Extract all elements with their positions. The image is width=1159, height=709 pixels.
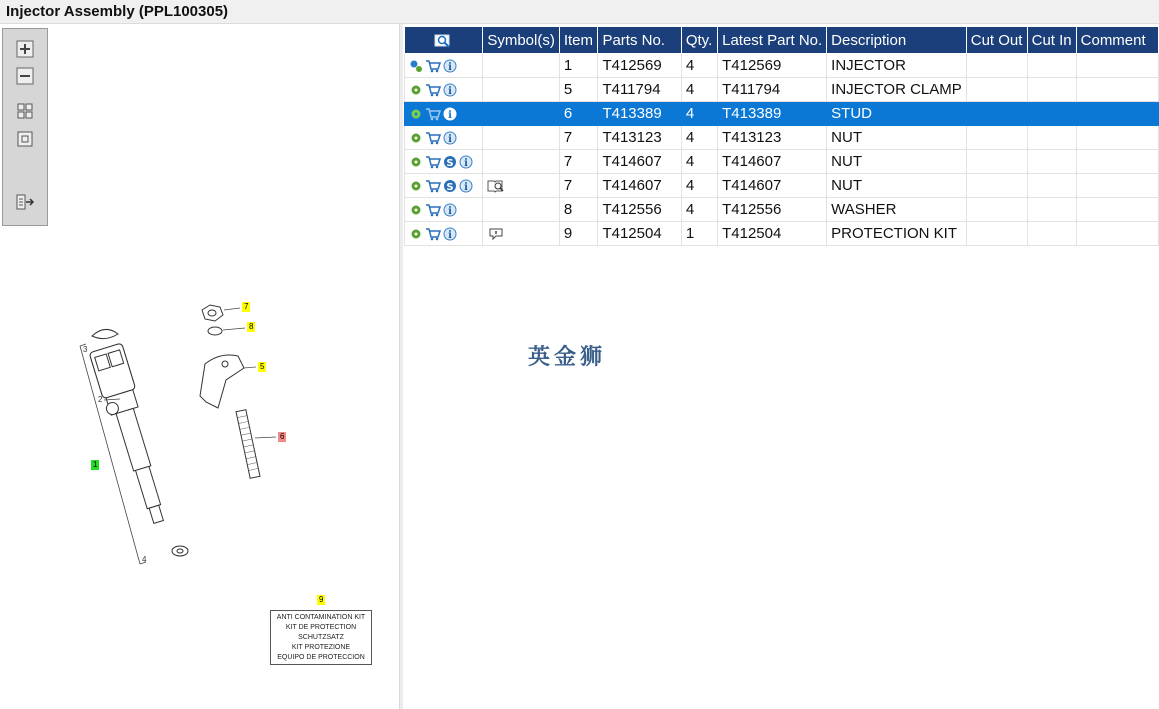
kit-text-line: ANTI CONTAMINATION KIT	[276, 614, 366, 621]
row-latest: T412504	[718, 222, 827, 246]
header-cut-in[interactable]: Cut In	[1027, 27, 1076, 54]
row-qty: 4	[681, 102, 717, 126]
table-row[interactable]	[405, 222, 1159, 246]
cart-icon[interactable]	[425, 179, 441, 193]
info-icon[interactable]	[459, 155, 473, 169]
cart-icon[interactable]	[425, 155, 441, 169]
callout-5[interactable]: 5	[260, 362, 265, 371]
comment-icon[interactable]	[487, 227, 505, 241]
gears-icon[interactable]	[409, 59, 423, 73]
kit-text-line: KIT DE PROTECTION	[285, 624, 357, 631]
table-row[interactable]	[405, 54, 1159, 78]
row-parts-no: T413389	[598, 102, 681, 126]
row-description: NUT	[827, 150, 967, 174]
row-cut-out	[966, 54, 1027, 78]
diagram-label-4: 4	[142, 555, 147, 564]
watermark-text: 英金狮	[528, 345, 607, 370]
row-symbols	[483, 102, 560, 126]
row-qty: 4	[681, 78, 717, 102]
title-bar	[0, 0, 1159, 24]
row-comment	[1076, 222, 1158, 246]
row-symbols	[483, 222, 560, 246]
row-description: NUT	[827, 174, 967, 198]
row-description: INJECTOR	[827, 54, 967, 78]
callout-1[interactable]: 1	[93, 460, 98, 469]
parts-pane	[403, 24, 1159, 709]
gear-icon[interactable]	[409, 83, 423, 97]
row-comment	[1076, 150, 1158, 174]
row-icons	[405, 174, 483, 198]
gear-icon[interactable]	[409, 203, 423, 217]
header-comment[interactable]: Comment	[1076, 27, 1158, 54]
svg-text:i: i	[448, 110, 452, 122]
row-comment	[1076, 102, 1158, 126]
row-parts-no: T414607	[598, 174, 681, 198]
row-latest: T412556	[718, 198, 827, 222]
row-cut-out	[966, 102, 1027, 126]
row-item: 6	[559, 102, 598, 126]
header-search[interactable]	[405, 27, 483, 54]
row-item: 8	[559, 198, 598, 222]
svg-text:i: i	[448, 230, 452, 242]
table-row[interactable]	[405, 150, 1159, 174]
row-item: 7	[559, 126, 598, 150]
row-latest: T414607	[718, 150, 827, 174]
row-icons	[405, 222, 483, 246]
row-qty: 4	[681, 54, 717, 78]
gear-icon[interactable]	[409, 131, 423, 145]
table-header-row	[405, 27, 1159, 54]
row-cut-in	[1027, 174, 1076, 198]
row-item: 9	[559, 222, 598, 246]
window-title: Injector Assembly (PPL100305)	[6, 3, 229, 20]
row-comment	[1076, 126, 1158, 150]
row-qty: 1	[681, 222, 717, 246]
header-item[interactable]: Item	[559, 27, 598, 54]
row-cut-in	[1027, 150, 1076, 174]
table-row[interactable]	[405, 174, 1159, 198]
gear-icon[interactable]	[409, 179, 423, 193]
svg-text:i: i	[464, 158, 468, 170]
row-cut-out	[966, 198, 1027, 222]
diagram-label-3: 3	[83, 345, 88, 354]
row-symbols	[483, 126, 560, 150]
row-latest: T413123	[718, 126, 827, 150]
svg-text:S: S	[446, 158, 454, 170]
row-latest: T413389	[718, 102, 827, 126]
row-cut-out	[966, 222, 1027, 246]
search-icon	[434, 33, 452, 49]
svg-text:i: i	[464, 182, 468, 194]
diagram-label-2: 2	[98, 395, 103, 404]
row-item: 7	[559, 150, 598, 174]
callout-8[interactable]: 8	[249, 322, 254, 331]
callout-6[interactable]: 6	[280, 432, 285, 441]
row-icons	[405, 102, 483, 126]
row-parts-no: T412504	[598, 222, 681, 246]
kit-text-line: EQUIPO DE PROTECCION	[277, 654, 365, 661]
cart-icon[interactable]	[425, 131, 441, 145]
row-symbols	[483, 78, 560, 102]
row-item: 5	[559, 78, 598, 102]
row-latest: T412569	[718, 54, 827, 78]
cart-icon[interactable]	[425, 107, 441, 121]
cart-icon[interactable]	[425, 83, 441, 97]
table-row-selected[interactable]	[405, 102, 1159, 126]
callout-7[interactable]: 7	[244, 302, 249, 311]
book-search-icon[interactable]	[487, 179, 505, 193]
header-parts-no[interactable]: Parts No.	[598, 27, 681, 54]
row-description: NUT	[827, 126, 967, 150]
row-qty: 4	[681, 150, 717, 174]
table-row[interactable]	[405, 78, 1159, 102]
info-icon[interactable]	[443, 227, 457, 241]
row-cut-out	[966, 150, 1027, 174]
substitute-icon[interactable]	[443, 179, 457, 193]
svg-text:i: i	[448, 206, 452, 218]
kit-text-line: KIT PROTEZIONE	[291, 644, 351, 651]
row-symbols	[483, 174, 560, 198]
info-icon[interactable]	[443, 131, 457, 145]
cart-icon[interactable]	[425, 227, 441, 241]
exploded-diagram	[0, 24, 399, 709]
info-icon[interactable]	[443, 203, 457, 217]
row-description: WASHER	[827, 198, 967, 222]
row-comment	[1076, 54, 1158, 78]
svg-text:S: S	[446, 182, 454, 194]
table-row[interactable]	[405, 126, 1159, 150]
header-latest-part-no[interactable]: Latest Part No.	[718, 27, 827, 54]
header-symbols[interactable]: Symbol(s)	[483, 27, 560, 54]
row-cut-in	[1027, 222, 1076, 246]
gear-icon[interactable]	[409, 227, 423, 241]
gear-icon[interactable]	[409, 155, 423, 169]
row-parts-no: T411794	[598, 78, 681, 102]
table-row[interactable]	[405, 198, 1159, 222]
row-symbols	[483, 198, 560, 222]
svg-text:i: i	[448, 86, 452, 98]
row-qty: 4	[681, 126, 717, 150]
row-description: STUD	[827, 102, 967, 126]
row-comment	[1076, 198, 1158, 222]
row-cut-in	[1027, 102, 1076, 126]
row-icons	[405, 126, 483, 150]
row-latest: T414607	[718, 174, 827, 198]
row-icons	[405, 54, 483, 78]
gear-icon[interactable]	[409, 107, 423, 121]
row-qty: 4	[681, 174, 717, 198]
substitute-icon[interactable]	[443, 155, 457, 169]
header-description[interactable]: Description	[827, 27, 967, 54]
info-icon[interactable]	[459, 179, 473, 193]
row-qty: 4	[681, 198, 717, 222]
row-cut-out	[966, 126, 1027, 150]
header-qty[interactable]: Qty.	[681, 27, 717, 54]
row-cut-in	[1027, 198, 1076, 222]
info-icon[interactable]	[443, 59, 457, 73]
row-description: PROTECTION KIT	[827, 222, 967, 246]
parts-table	[404, 26, 1159, 246]
row-cut-out	[966, 174, 1027, 198]
row-cut-out	[966, 78, 1027, 102]
row-symbols	[483, 150, 560, 174]
kit-text-line: SCHUTZSATZ	[298, 634, 344, 641]
callout-9[interactable]: 9	[319, 595, 324, 604]
row-icons	[405, 198, 483, 222]
row-cut-in	[1027, 78, 1076, 102]
row-icons	[405, 150, 483, 174]
row-parts-no: T413123	[598, 126, 681, 150]
row-symbols	[483, 54, 560, 78]
header-cut-out[interactable]: Cut Out	[966, 27, 1027, 54]
cart-icon[interactable]	[425, 203, 441, 217]
row-comment	[1076, 78, 1158, 102]
row-parts-no: T414607	[598, 150, 681, 174]
row-icons	[405, 78, 483, 102]
row-cut-in	[1027, 54, 1076, 78]
svg-text:i: i	[448, 134, 452, 146]
row-latest: T411794	[718, 78, 827, 102]
svg-text:i: i	[448, 62, 452, 74]
row-item: 7	[559, 174, 598, 198]
info-icon[interactable]	[443, 83, 457, 97]
row-description: INJECTOR CLAMP	[827, 78, 967, 102]
row-parts-no: T412569	[598, 54, 681, 78]
cart-icon[interactable]	[425, 59, 441, 73]
row-comment	[1076, 174, 1158, 198]
row-parts-no: T412556	[598, 198, 681, 222]
info-icon[interactable]	[443, 107, 457, 121]
row-item: 1	[559, 54, 598, 78]
row-cut-in	[1027, 126, 1076, 150]
kit-label-box	[270, 610, 372, 665]
